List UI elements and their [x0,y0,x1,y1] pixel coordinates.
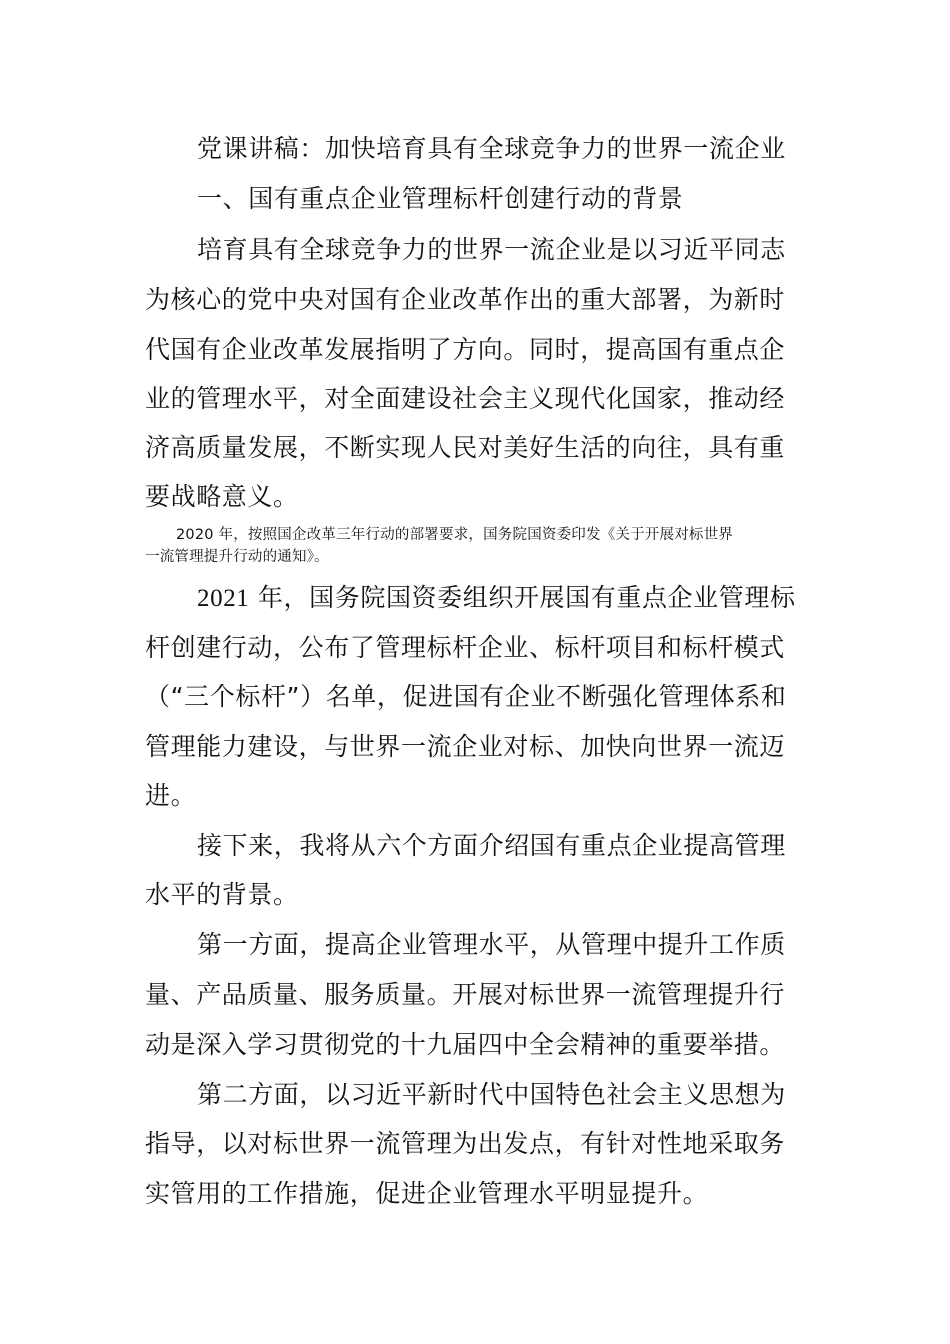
paragraph-line [197,583,796,614]
paragraph-line: 指导，以对标世界一流管理为出发点，有针对性地采取务 [145,1129,786,1158]
paragraph-line: 实管用的工作措施，促进企业管理水平明显提升。 [145,1179,709,1208]
paragraph-line: （“三个标杆”）名单，促进国有企业不断强化管理体系和 [145,682,787,711]
paragraph-line-rest: 年，国务院国资委组织开展国有重点企业管理标 [249,583,796,612]
paragraph-line: 要战略意义。 [145,482,299,511]
paragraph-line: 接下来，我将从六个方面介绍国有重点企业提高管理 [197,831,786,860]
paragraph-line: 业的管理水平，对全面建设社会主义现代化国家，推动经 [145,384,786,413]
section-heading: 一、国有重点企业管理标杆创建行动的背景 [197,184,684,213]
note-line: 一流管理提升行动的通知》。 [145,549,329,565]
document-title: 党课讲稿：加快培育具有全球竞争力的世界一流企业 [197,134,786,163]
paragraph-line: 为核心的党中央对国有企业改革作出的重大部署，为新时 [145,285,786,314]
paragraph-line: 第一方面，提高企业管理水平，从管理中提升工作质 [197,930,786,959]
paragraph-line: 第二方面，以习近平新时代中国特色社会主义思想为 [197,1080,786,1109]
paragraph-line: 量、产品质量、服务质量。开展对标世界一流管理提升行 [145,980,786,1009]
year-2021: 2021 [197,585,250,612]
paragraph-line: 杆创建行动，公布了管理标杆企业、标杆项目和标杆模式 [145,633,786,662]
note-line: 2020 年，按照国企改革三年行动的部署要求，国务院国资委印发《关于开展对标世界 [176,527,734,543]
paragraph-line: 水平的背景。 [145,880,299,909]
paragraph-line: 代国有企业改革发展指明了方向。同时，提高国有重点企 [145,335,786,364]
paragraph-line: 管理能力建设，与世界一流企业对标、加快向世界一流迈 [145,732,786,761]
paragraph-line: 进。 [145,781,197,810]
paragraph-line: 动是深入学习贯彻党的十九届四中全会精神的重要举措。 [145,1030,786,1059]
paragraph-line: 培育具有全球竞争力的世界一流企业是以习近平同志 [197,235,786,264]
paragraph-line: 济高质量发展，不断实现人民对美好生活的向往，具有重 [145,433,786,462]
